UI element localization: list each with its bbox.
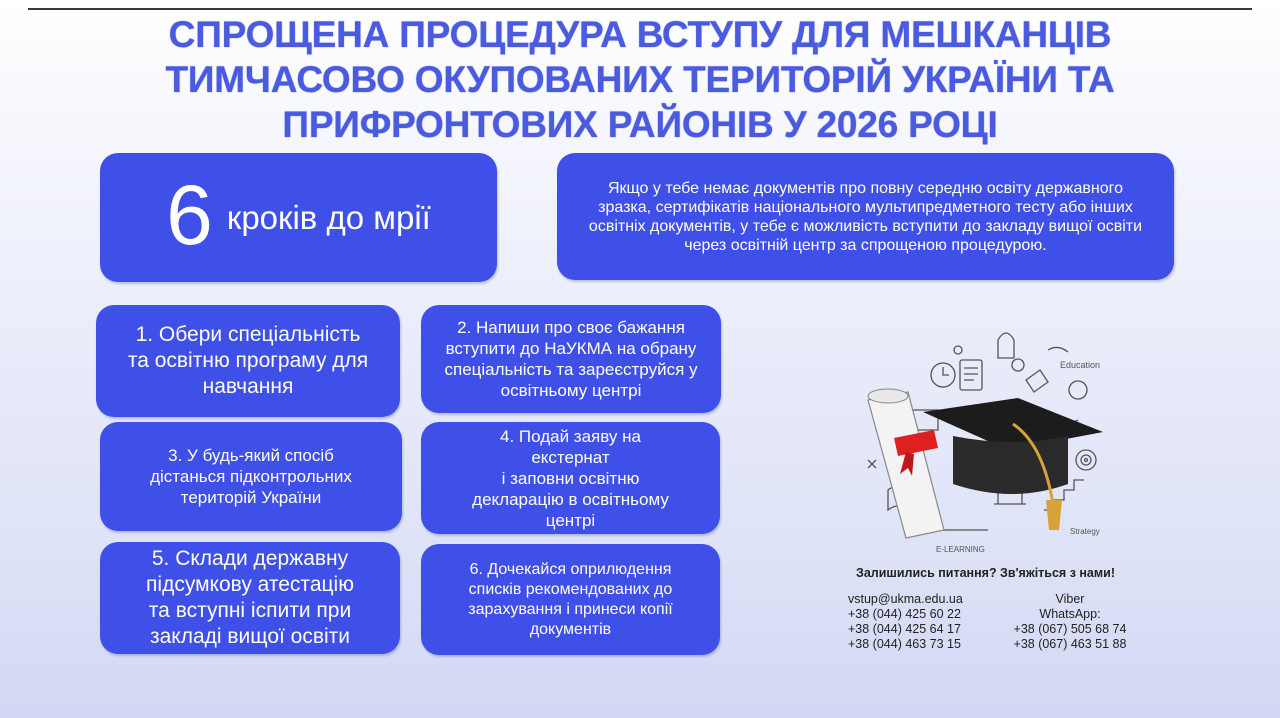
illus-label-elearning: E-LEARNING xyxy=(936,545,985,554)
contact-phone-1: +38 (044) 425 60 22 xyxy=(848,607,961,621)
contact-phone-2: +38 (044) 425 64 17 xyxy=(848,622,961,636)
step-card-5 xyxy=(100,542,400,654)
page-title: СПРОЩЕНА ПРОЦЕДУРА ВСТУПУ ДЛЯ МЕШКАНЦІВ ТИМЧАСОВО ОКУПОВАНИХ ТЕРИТОРІЙ УКРАЇНИ ТА ПРИФРОНТОВИХ РАЙОНІВ У 2026 РОЦІ xyxy=(165,14,1115,145)
step-text-5: 5. Склади державну підсумкову атестацію та вступні іспити при закладі вищої освіти xyxy=(146,547,354,648)
contact-mobile-1: +38 (067) 505 68 74 xyxy=(1013,622,1127,636)
graduation-illustration xyxy=(848,320,1118,560)
steps-count-text: кроків до мрії xyxy=(226,199,431,236)
info-text: Якщо у тебе немає документів про повну середню освіту державного зразка, сертифікатів національного мультипредметного тесту або інших освітніх документів, у тебе є можливість вступити до закладу вищої освіти через освітній центр за спрощеною процедурою. xyxy=(588,179,1143,254)
illus-label-education: Education xyxy=(1060,360,1101,370)
step-card-4 xyxy=(421,422,720,534)
step-card-6 xyxy=(421,544,720,655)
viber-label: Viber xyxy=(1055,592,1085,606)
step-card-2 xyxy=(421,305,721,413)
contact-phone-3: +38 (044) 463 73 15 xyxy=(848,637,961,651)
info-box xyxy=(557,153,1174,280)
step-card-1 xyxy=(96,305,400,417)
steps-count-badge xyxy=(100,153,497,282)
contact-email[interactable]: vstup@ukma.edu.ua xyxy=(848,592,963,606)
step-text-4: 4. Подай заяву на екстернат і заповни освітню декларацію в освітньому центрі xyxy=(472,426,669,530)
step-text-1: 1. Обери спеціальність та освітню програму для навчання xyxy=(127,323,369,398)
top-divider xyxy=(28,8,1252,10)
step-text-2: 2. Напиши про своє бажання вступити до НаУКМА на обрану спеціальність та зареєструйся у освітньому центрі xyxy=(444,318,698,400)
graduation-cap xyxy=(923,398,1103,530)
contact-right-column xyxy=(1006,592,1134,652)
step-text-6: 6. Дочекайся оприлюдення списків рекомендованих до зарахування і принеси копії документів xyxy=(468,560,673,638)
steps-count-number: 6 xyxy=(166,167,213,262)
illus-label-strategy: Strategy xyxy=(1070,527,1100,536)
step-text-3: 3. У будь-який спосіб дістанься підконтрольних територій України xyxy=(150,446,352,507)
step-card-3 xyxy=(100,422,402,531)
whatsapp-label: WhatsApp: xyxy=(1039,607,1101,621)
contact-mobile-2: +38 (067) 463 51 88 xyxy=(1013,637,1127,651)
contact-left-column xyxy=(848,592,963,652)
contact-question: Залишились питання? Зв'яжіться з нами! xyxy=(856,566,1115,580)
